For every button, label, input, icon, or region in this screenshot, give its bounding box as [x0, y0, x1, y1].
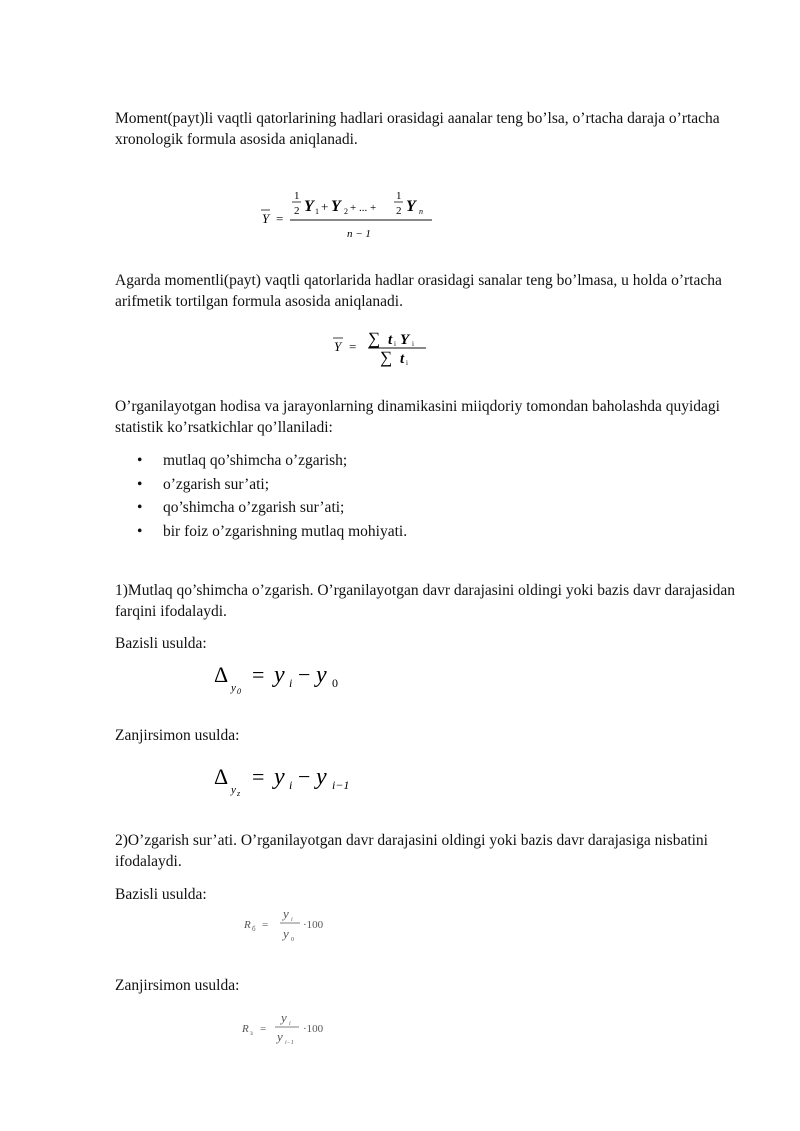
- svg-text:·100: ·100: [303, 1023, 324, 1035]
- svg-text:y: y: [281, 1010, 287, 1025]
- svg-text:y: y: [231, 784, 236, 796]
- svg-text:2: 2: [396, 205, 402, 217]
- formula-growth-rate-chain: [241, 1010, 361, 1052]
- svg-text:0: 0: [332, 676, 338, 690]
- formula-lhs: [261, 210, 283, 226]
- svg-text:=: =: [262, 919, 269, 931]
- formula-equals: =: [276, 211, 284, 226]
- svg-text:0: 0: [237, 687, 241, 696]
- svg-text:i: i: [291, 917, 293, 923]
- bullet-icon: •: [137, 522, 143, 540]
- svg-text:i: i: [289, 676, 293, 690]
- label-base-method-1: Bazisli usulda:: [115, 635, 207, 652]
- formula-denominator: n − 1: [347, 228, 371, 240]
- svg-text:y: y: [283, 906, 289, 921]
- label-chain-method-2: Zanjirsimon usulda:: [115, 977, 240, 994]
- svg-text:y: y: [274, 764, 285, 790]
- svg-text:з: з: [250, 1029, 253, 1037]
- svg-text:Y: Y: [304, 198, 314, 215]
- bullet-icon: •: [137, 452, 143, 469]
- paragraph-growth-rate: 2)O’zgarish sur’ati. O’rganilayotgan davr darajasini oldingi yoki bazis davr darajasiga nisbatini ifodalaydi.: [115, 832, 708, 870]
- formula-half-1: [292, 190, 301, 217]
- svg-text:Y: Y: [406, 198, 416, 215]
- list-item: • o’zgarish sur’ati;: [137, 473, 407, 497]
- svg-text:∑: ∑: [380, 348, 393, 367]
- svg-text:2: 2: [344, 207, 348, 216]
- svg-text:R: R: [242, 1023, 249, 1035]
- svg-text:·100: ·100: [303, 919, 324, 931]
- svg-text:0: 0: [291, 937, 294, 943]
- svg-text:+: +: [321, 199, 329, 214]
- svg-text:y: y: [316, 662, 327, 688]
- svg-text:Y: Y: [400, 332, 410, 348]
- bullet-icon: •: [137, 499, 143, 516]
- label-base-method-2: Bazisli usulda:: [115, 886, 207, 903]
- formula-lhs-symbol: Y: [334, 339, 342, 354]
- svg-text:=: =: [252, 662, 265, 687]
- formula-lhs-symbol: Y: [262, 211, 270, 226]
- svg-text:б: б: [252, 925, 256, 933]
- svg-text:−: −: [298, 764, 311, 789]
- svg-text:y: y: [283, 926, 289, 941]
- paragraph-absolute-change: 1)Mutlaq qo’shimcha o’zgarish. O’rganilayotgan davr darajasini oldingi yoki bazis davr darajasidan farqini ifodalaydi.: [115, 582, 735, 620]
- formula-weighted-mean: [330, 328, 440, 368]
- list-item: • mutlaq qo’shimcha o’zgarish;: [137, 449, 407, 473]
- paragraph-indicators-intro: O’rganilayotgan hodisa va jarayonlarning dinamikasini miiqdoriy tomondan baholashda quyidagi statistik ko’rsatkichlar qo’llaniladi:: [115, 398, 720, 436]
- svg-text:y: y: [231, 682, 236, 694]
- svg-text:y: y: [316, 764, 327, 790]
- svg-text:1: 1: [294, 190, 300, 202]
- svg-text:R: R: [244, 919, 251, 931]
- svg-text:t: t: [388, 332, 393, 348]
- svg-text:−: −: [298, 662, 311, 687]
- svg-text:Δ: Δ: [214, 764, 229, 789]
- svg-text:=: =: [260, 1023, 267, 1035]
- svg-text:2: 2: [294, 205, 300, 217]
- bullet-icon: •: [137, 475, 143, 493]
- svg-text:∑: ∑: [368, 329, 381, 348]
- svg-text:z: z: [237, 789, 241, 798]
- list-item: • bir foiz o’zgarishning mutlaq mohiyati.: [137, 520, 407, 544]
- svg-text:y: y: [277, 1029, 283, 1044]
- svg-text:1: 1: [315, 207, 319, 216]
- svg-text:i: i: [394, 340, 396, 348]
- formula-absolute-change-chain: [212, 760, 382, 800]
- formula-chronological-mean: [258, 186, 448, 242]
- svg-text:1: 1: [396, 190, 402, 202]
- svg-text:n: n: [419, 207, 423, 216]
- svg-text:Y: Y: [331, 198, 341, 215]
- svg-text:y: y: [274, 662, 285, 688]
- indicators-list: [137, 449, 407, 543]
- formula-equals: =: [349, 339, 357, 354]
- svg-text:i: i: [412, 340, 414, 348]
- svg-text:t: t: [400, 351, 405, 367]
- svg-text:i: i: [289, 1021, 291, 1027]
- svg-text:=: =: [252, 764, 265, 789]
- svg-text:i−1: i−1: [285, 1040, 294, 1046]
- formula-absolute-change-base: [212, 658, 372, 698]
- svg-text:i: i: [289, 778, 293, 792]
- formula-half-2: [394, 190, 403, 217]
- paragraph-chronological-mean: Moment(payt)li vaqtli qatorlarining hadlari orasidagi aanalar teng bo’lsa, o’rtacha daraja o’rtacha xronologik formula asosida aniqlanadi.: [115, 110, 720, 148]
- label-chain-method-1: Zanjirsimon usulda:: [115, 727, 240, 744]
- svg-text:i−1: i−1: [332, 778, 350, 792]
- svg-text:+ ... +: + ... +: [350, 202, 377, 214]
- svg-text:i: i: [406, 359, 408, 367]
- svg-text:Δ: Δ: [214, 662, 229, 687]
- paragraph-weighted-mean: Agarda momentli(payt) vaqtli qatorlarida hadlar orasidagi sanalar teng bo’lmasa, u holda o’rtacha arifmetik tortilgan formula asosida aniqlanadi.: [115, 272, 722, 310]
- formula-growth-rate-base: [243, 904, 363, 946]
- list-item: • qo’shimcha o’zgarish sur’ati;: [137, 496, 407, 520]
